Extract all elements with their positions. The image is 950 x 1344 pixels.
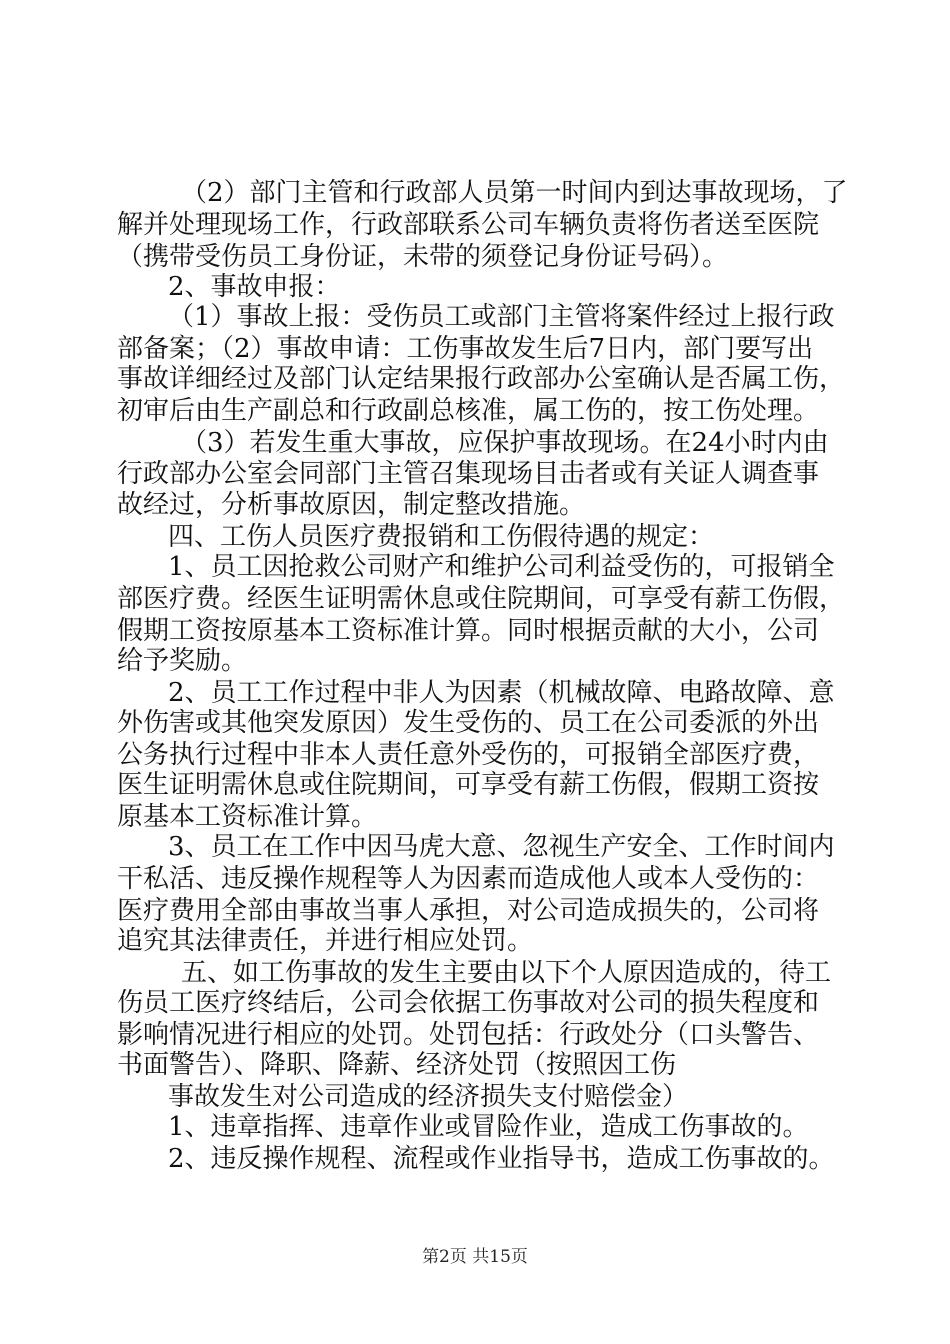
text-line: 1、员工因抢救公司财产和维护公司利益受伤的，可报销全 — [168, 552, 835, 582]
text-line: 解并处理现场工作，行政部联系公司车辆负责将伤者送至医院 — [117, 210, 820, 240]
text-line: 医生证明需休息或住院期间，可享受有薪工伤假，假期工资按 — [117, 770, 820, 800]
text-line: （3）若发生重大事故，应保护事故现场。在24小时内由 — [181, 428, 829, 458]
text-line: 初审后由生产副总和行政副总核准，属工伤的，按工伤处理。 — [117, 396, 820, 426]
text-line: 伤员工医疗终结后，公司会依据工伤事故对公司的损失程度和 — [117, 988, 820, 1018]
text-line: 2、员工工作过程中非人为因素（机械故障、电路故障、意 — [168, 678, 835, 708]
text-line: （2）部门主管和行政部人员第一时间内到达事故现场，了 — [181, 178, 848, 208]
text-line: 事故详细经过及部门认定结果报行政部办公室确认是否属工伤， — [117, 364, 846, 394]
text-line: 原基本工资标准计算。 — [117, 802, 378, 832]
text-line: 干私活、违反操作规程等人为因素而造成他人或本人受伤的： — [117, 864, 820, 894]
text-line: 追究其法律责任，并进行相应处罚。 — [117, 926, 534, 956]
text-line: 公务执行过程中非本人责任意外受伤的，可报销全部医疗费， — [117, 740, 820, 770]
text-line: 行政部办公室会同部门主管召集现场目击者或有关证人调查事 — [117, 459, 820, 489]
text-line: 影响情况进行相应的处罚。处罚包括：行政处分（口头警告、 — [117, 1020, 820, 1050]
text-line: 外伤害或其他突发原因）发生受伤的、员工在公司委派的外出 — [117, 708, 820, 738]
text-line: 四、工伤人员医疗费报销和工伤假待遇的规定： — [168, 522, 715, 552]
text-line: （1）事故上报：受伤员工或部门主管将案件经过上报行政 — [168, 302, 835, 332]
text-line: 3、员工在工作中因马虎大意、忽视生产安全、工作时间内 — [168, 832, 835, 862]
text-line: 事故发生对公司造成的经济损失支付赔偿金） — [168, 1082, 689, 1112]
text-line: 书面警告）、降职、降薪、经济处罚（按照因工伤 — [117, 1050, 677, 1080]
text-line: 2、事故申报： — [168, 272, 341, 302]
text-line: 2、违反操作规程、流程或作业指导书，造成工伤事故的。 — [168, 1144, 835, 1174]
text-line: 医疗费用全部由事故当事人承担，对公司造成损失的，公司将 — [117, 896, 820, 926]
text-line: 假期工资按原基本工资标准计算。同时根据贡献的大小，公司 — [117, 616, 820, 646]
text-line: 五、如工伤事故的发生主要由以下个人原因造成的，待工 — [181, 958, 832, 988]
text-line: 1、违章指挥、违章作业或冒险作业，造成工伤事故的。 — [168, 1112, 809, 1142]
text-line: （携带受伤员工身份证，未带的须登记身份证号码）。 — [117, 242, 729, 272]
text-line: 故经过，分析事故原因，制定整改措施。 — [117, 490, 586, 520]
text-line: 给予奖励。 — [117, 646, 248, 676]
text-line: 部医疗费。经医生证明需休息或住院期间，可享受有薪工伤假， — [117, 584, 846, 614]
text-line: 部备案；（2）事故申请：工伤事故发生后7日内，部门要写出 — [117, 334, 814, 364]
page-number-footer: 第2页 共15页 — [422, 1247, 528, 1267]
